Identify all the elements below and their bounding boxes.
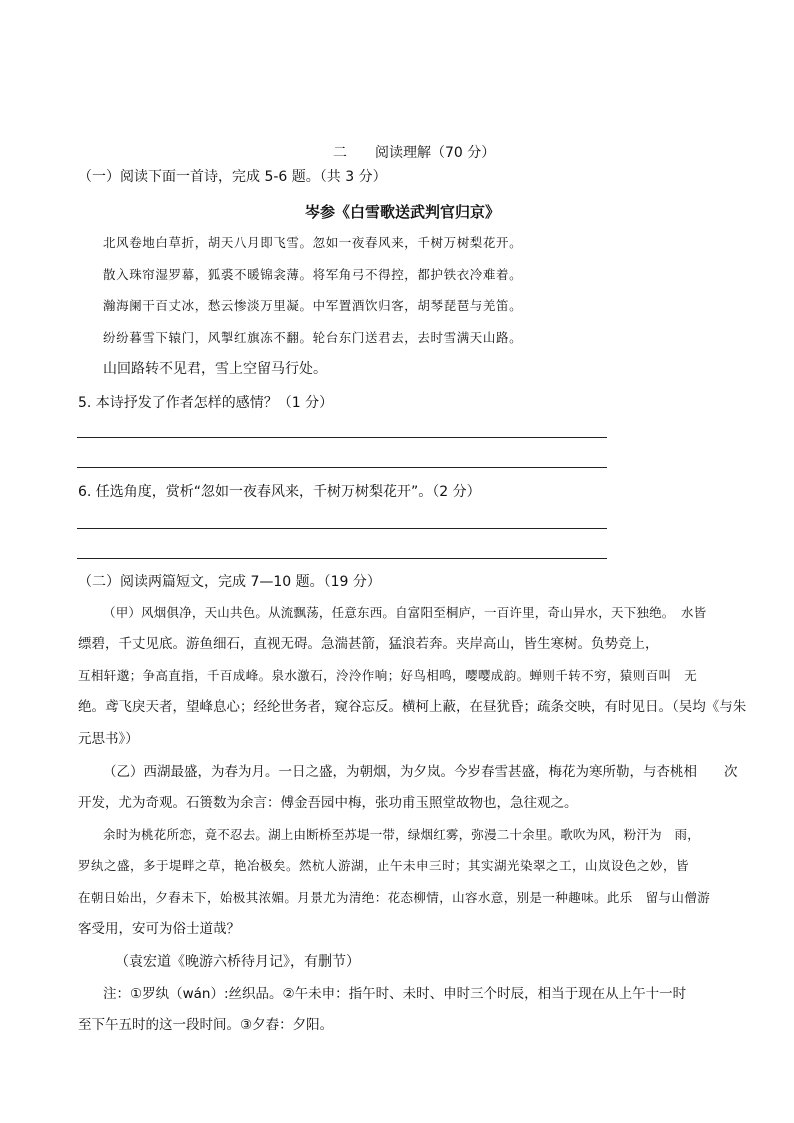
poem-title: 岑参《白雪歌送武判官归京》: [305, 203, 501, 221]
section-header: 二 阅读理解（70 分）: [333, 145, 496, 161]
question-5: 5. 本诗抒发了作者怎样的感情？（1 分）: [78, 395, 334, 411]
passage-yi-line: （乙）西湖最盛，为春为月。一日之盛，为朝烟，为夕岚。今岁春雪甚盛，梅花为寒所勒，与杏桃相 次: [103, 764, 738, 780]
question-6: 6. 任选角度，赏析“忽如一夜春风来，千树万树梨花开”。（2 分）: [78, 484, 481, 500]
answer-line[interactable]: [77, 437, 607, 438]
passage-yi-line: 客受用，安可为俗士道哉？: [78, 921, 240, 937]
answer-line[interactable]: [77, 528, 607, 529]
passage-yi-line: 开发，尤为奇观。石篑数为余言：傅金吾园中梅，张功甫玉照堂故物也，急往观之。: [78, 795, 578, 811]
notes-line: 至下午五时的这一段时间。③夕舂：夕阳。: [78, 1017, 334, 1033]
poem-line: 瀚海阑干百丈冰，愁云惨淡万里凝。中军置酒饮归客，胡琴琵琶与羌笛。: [103, 298, 523, 313]
passage-jia-line: 绝。鸢飞戾天者，望峰息心；经纶世务者，窥谷忘反。横柯上蔽，在昼犹昏；疏条交映，有时见日。（吴均《与朱: [78, 699, 747, 715]
passage-jia-line: （甲）风烟俱净，天山共色。从流飘荡，任意东西。自富阳至桐庐，一百许里，奇山异水，天下独绝。 水皆: [103, 605, 707, 620]
passage-jia-line: 元思书》）: [78, 731, 139, 747]
poem-line: 山回路转不见君，雪上空留马行处。: [103, 361, 327, 377]
passage-yi-source: （袁宏道《晚游六桥待月记》，有删节）: [115, 954, 360, 970]
answer-line[interactable]: [77, 558, 607, 559]
passage-yi-line: 余时为桃花所恋，竟不忍去。湖上由断桥至苏堤一带，绿烟红雾，弥漫二十余里。歌吹为风，粉汗为 雨，: [103, 827, 700, 842]
passage-yi-line: 在朝日始出，夕舂未下，始极其浓媚。月景尤为清绝：花态柳情，山容水意，别是一种趣味。此乐 留与山僧游: [78, 890, 711, 905]
notes-line: 注：①罗纨（wán）:丝织品。②午未申：指午时、未时、申时三个时辰，相当于现在从上午十一时: [103, 986, 687, 1002]
part1-intro: （一）阅读下面一首诗，完成 5-6 题。（共 3 分）: [78, 169, 387, 185]
passage-jia-line: 缥碧，千丈见底。游鱼细石，直视无碍。急湍甚箭，猛浪若奔。夹岸高山，皆生寒树。负势竞上，: [78, 636, 659, 652]
passage-yi-line: 罗纨之盛，多于堤畔之草，艳冶极矣。然杭人游湖，止午未申三时；其实湖光染翠之工，山岚设色之妙，皆: [78, 858, 690, 873]
poem-line: 北风卷地白草折，胡天八月即飞雪。忽如一夜春风来，千树万树梨花开。: [103, 235, 523, 250]
passage-jia-line: 互相轩邈；争高直指，千百成峰。泉水激石，泠泠作响；好鸟相鸣，嘤嘤成韵。蝉则千转不穷，猿则百叫 无: [78, 668, 698, 683]
part2-intro: （二）阅读两篇短文，完成 7—10 题。（19 分）: [78, 574, 381, 590]
poem-line: 散入珠帘湿罗幕，狐裘不暖锦衾薄。将军角弓不得控，都护铁衣冷难着。: [103, 267, 523, 282]
poem-line: 纷纷暮雪下辕门，风掣红旗冻不翻。轮台东门送君去，去时雪满天山路。: [103, 330, 523, 345]
answer-line[interactable]: [77, 467, 607, 468]
